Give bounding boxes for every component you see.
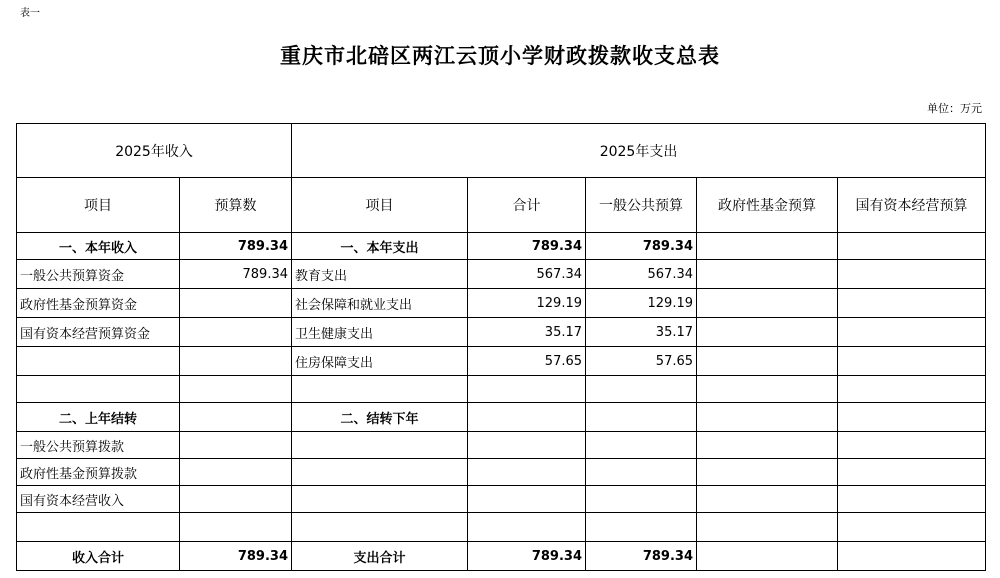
government-fund-budget-total	[697, 542, 838, 571]
table-number-label: 表一	[20, 8, 40, 19]
government-fund-budget-cell	[697, 432, 838, 459]
income-amount-cell: 789.34	[180, 260, 292, 289]
expense-total-cell	[468, 432, 586, 459]
expense-total-cell	[468, 486, 586, 513]
income-total-amount: 789.34	[180, 542, 292, 571]
col-header-state-capital-budget: 国有资本经营预算	[838, 178, 986, 233]
general-public-budget-cell: 129.19	[586, 289, 697, 318]
state-capital-budget-cell	[838, 459, 986, 486]
state-capital-budget-cell	[838, 347, 986, 376]
col-header-budget-amount: 预算数	[180, 178, 292, 233]
page-title: 重庆市北碚区两江云顶小学财政拨款收支总表	[280, 43, 720, 68]
income-item-cell	[17, 347, 180, 376]
table-row	[17, 486, 986, 513]
government-fund-budget-cell	[697, 289, 838, 318]
government-fund-budget-cell	[697, 486, 838, 513]
income-item-cell: 二、上年结转	[17, 403, 180, 432]
section-header-row	[17, 124, 986, 178]
state-capital-budget-cell	[838, 403, 986, 432]
expense-total-label: 支出合计	[292, 542, 468, 571]
income-amount-cell	[180, 459, 292, 486]
government-fund-budget-cell	[697, 403, 838, 432]
expense-total-cell: 57.65	[468, 347, 586, 376]
table-row	[17, 432, 986, 459]
state-capital-budget-cell	[838, 289, 986, 318]
state-capital-budget-cell	[838, 318, 986, 347]
income-item-cell: 一般公共预算资金	[17, 260, 180, 289]
expense-total-cell	[468, 513, 586, 542]
government-fund-budget-cell	[697, 318, 838, 347]
government-fund-budget-cell	[697, 347, 838, 376]
table-row	[17, 459, 986, 486]
expense-item-cell	[292, 513, 468, 542]
income-item-cell: 一般公共预算拨款	[17, 432, 180, 459]
expense-total-cell	[468, 459, 586, 486]
totals-row	[17, 542, 986, 571]
state-capital-budget-cell	[838, 432, 986, 459]
income-item-cell: 一、本年收入	[17, 233, 180, 260]
income-amount-cell	[180, 403, 292, 432]
income-total-label: 收入合计	[17, 542, 180, 571]
general-public-budget-cell	[586, 513, 697, 542]
general-public-budget-cell	[586, 403, 697, 432]
government-fund-budget-cell	[697, 459, 838, 486]
general-public-budget-cell: 567.34	[586, 260, 697, 289]
state-capital-budget-cell	[838, 260, 986, 289]
table-row	[17, 403, 986, 432]
col-header-total: 合计	[468, 178, 586, 233]
general-public-budget-cell	[586, 376, 697, 403]
col-header-government-fund-budget: 政府性基金预算	[697, 178, 838, 233]
state-capital-budget-cell	[838, 233, 986, 260]
income-amount-cell	[180, 347, 292, 376]
expense-item-cell: 社会保障和就业支出	[292, 289, 468, 318]
income-item-cell: 政府性基金预算拨款	[17, 459, 180, 486]
expense-item-cell: 二、结转下年	[292, 403, 468, 432]
income-item-cell	[17, 376, 180, 403]
table-row	[17, 376, 986, 403]
budget-summary-table	[16, 123, 986, 571]
expense-total-cell: 35.17	[468, 318, 586, 347]
expense-section-header: 2025年支出	[292, 124, 986, 178]
income-amount-cell	[180, 486, 292, 513]
state-capital-budget-cell	[838, 513, 986, 542]
state-capital-budget-total	[838, 542, 986, 571]
income-amount-cell	[180, 376, 292, 403]
income-item-cell: 国有资本经营收入	[17, 486, 180, 513]
general-public-budget-cell	[586, 486, 697, 513]
expense-item-cell: 住房保障支出	[292, 347, 468, 376]
table-row	[17, 347, 986, 376]
expense-item-cell	[292, 376, 468, 403]
expense-item-cell	[292, 432, 468, 459]
income-amount-cell: 789.34	[180, 233, 292, 260]
general-public-budget-cell: 789.34	[586, 233, 697, 260]
general-public-budget-total: 789.34	[586, 542, 697, 571]
expense-item-cell	[292, 486, 468, 513]
table-row	[17, 233, 986, 260]
income-amount-cell	[180, 289, 292, 318]
income-amount-cell	[180, 432, 292, 459]
expense-total-cell	[468, 403, 586, 432]
expense-total-cell	[468, 376, 586, 403]
expense-total-cell: 567.34	[468, 260, 586, 289]
col-header-income-item: 项目	[17, 178, 180, 233]
col-header-expense-item: 项目	[292, 178, 468, 233]
col-header-general-public-budget: 一般公共预算	[586, 178, 697, 233]
government-fund-budget-cell	[697, 233, 838, 260]
income-amount-cell	[180, 513, 292, 542]
expense-item-cell: 卫生健康支出	[292, 318, 468, 347]
general-public-budget-cell: 57.65	[586, 347, 697, 376]
table-row	[17, 260, 986, 289]
expense-total-cell: 129.19	[468, 289, 586, 318]
expense-item-cell	[292, 459, 468, 486]
income-item-cell	[17, 513, 180, 542]
expense-total-amount: 789.34	[468, 542, 586, 571]
income-item-cell: 政府性基金预算资金	[17, 289, 180, 318]
income-item-cell: 国有资本经营预算资金	[17, 318, 180, 347]
state-capital-budget-cell	[838, 376, 986, 403]
income-section-header: 2025年收入	[17, 124, 292, 178]
table-row	[17, 289, 986, 318]
general-public-budget-cell	[586, 432, 697, 459]
expense-item-cell: 教育支出	[292, 260, 468, 289]
expense-total-cell: 789.34	[468, 233, 586, 260]
table-row	[17, 513, 986, 542]
government-fund-budget-cell	[697, 513, 838, 542]
general-public-budget-cell	[586, 459, 697, 486]
state-capital-budget-cell	[838, 486, 986, 513]
column-header-row	[17, 178, 986, 233]
table-row	[17, 318, 986, 347]
unit-label: 单位：万元	[927, 102, 982, 115]
government-fund-budget-cell	[697, 260, 838, 289]
income-amount-cell	[180, 318, 292, 347]
expense-item-cell: 一、本年支出	[292, 233, 468, 260]
general-public-budget-cell: 35.17	[586, 318, 697, 347]
government-fund-budget-cell	[697, 376, 838, 403]
